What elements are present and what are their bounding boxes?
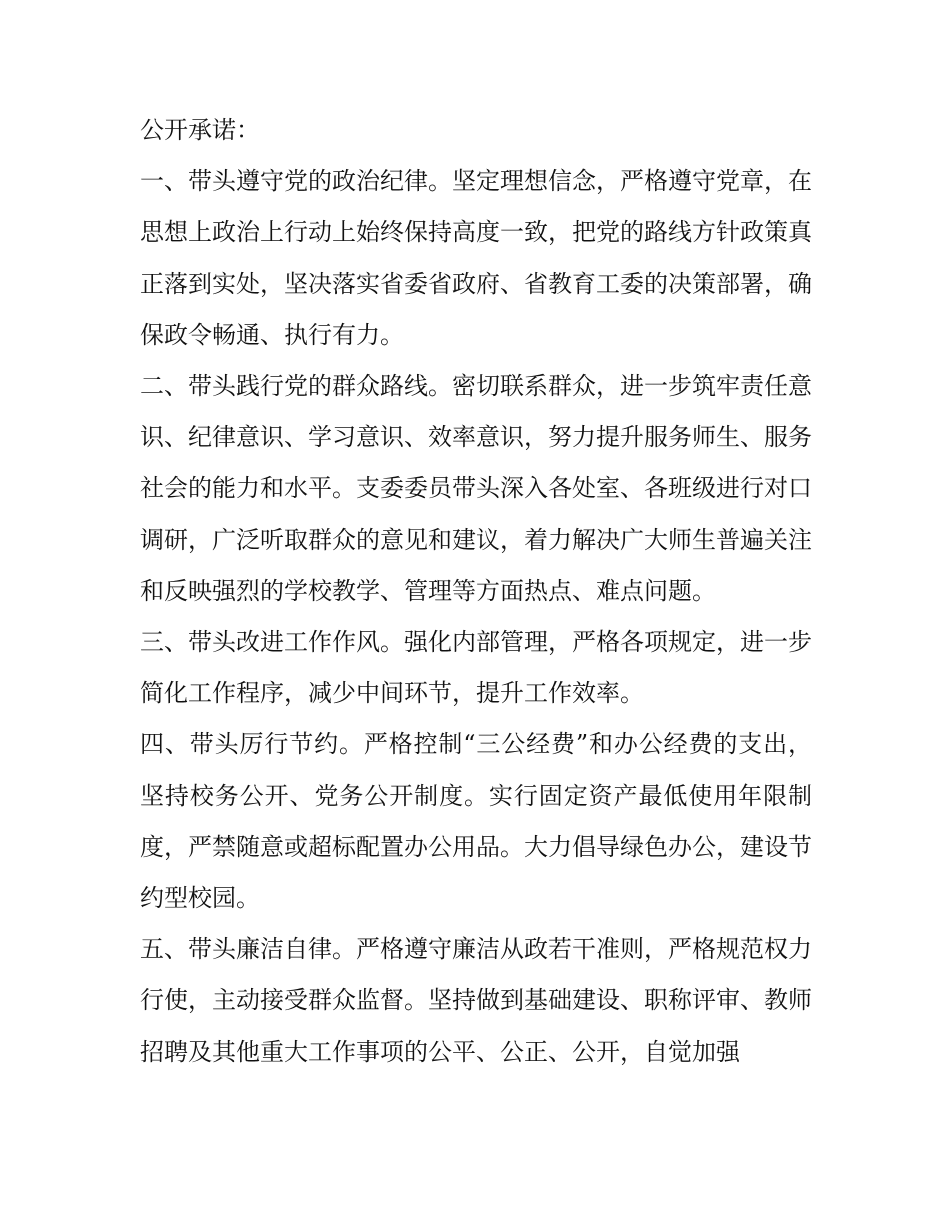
document-body — [140, 105, 812, 1078]
paragraph-2: 二、带头践行党的群众路线。密切联系群众，进一步筑牢责任意识、纪律意识、学习意识、效率意识，努力提升服务师生、服务社会的能力和水平。支委委员带头深入各处室、各班级进行对口调研，广泛听取群众的意见和建议，着力解决广大师生普遍关注和反映强烈的学校教学、管理等方面热点、难点问题。 — [140, 372, 812, 605]
paragraph-5: 五、带头廉洁自律。严格遵守廉洁从政若干准则，严格规范权力行使，主动接受群众监督。坚持做到基础建设、职称评审、教师招聘及其他重大工作事项的公平、公正、公开，自觉加强 — [140, 935, 812, 1066]
paragraph-1: 一、带头遵守党的政治纪律。坚定理想信念，严格遵守党章，在思想上政治上行动上始终保持高度一致，把党的路线方针政策真正落到实处，坚决落实省委省政府、省教育工委的决策部署，确保政令畅通、执行有力。 — [140, 167, 812, 349]
paragraph-3: 三、带头改进工作作风。强化内部管理，严格各项规定，进一步简化工作程序，减少中间环节，提升工作效率。 — [140, 628, 812, 708]
paragraph-4: 四、带头厉行节约。严格控制“三公经费”和办公经费的支出，坚持校务公开、党务公开制度。实行固定资产最低使用年限制度，严禁随意或超标配置办公用品。大力倡导绿色办公，建设节约型校园。 — [140, 730, 812, 913]
document-heading: 公开承诺： — [140, 116, 260, 144]
